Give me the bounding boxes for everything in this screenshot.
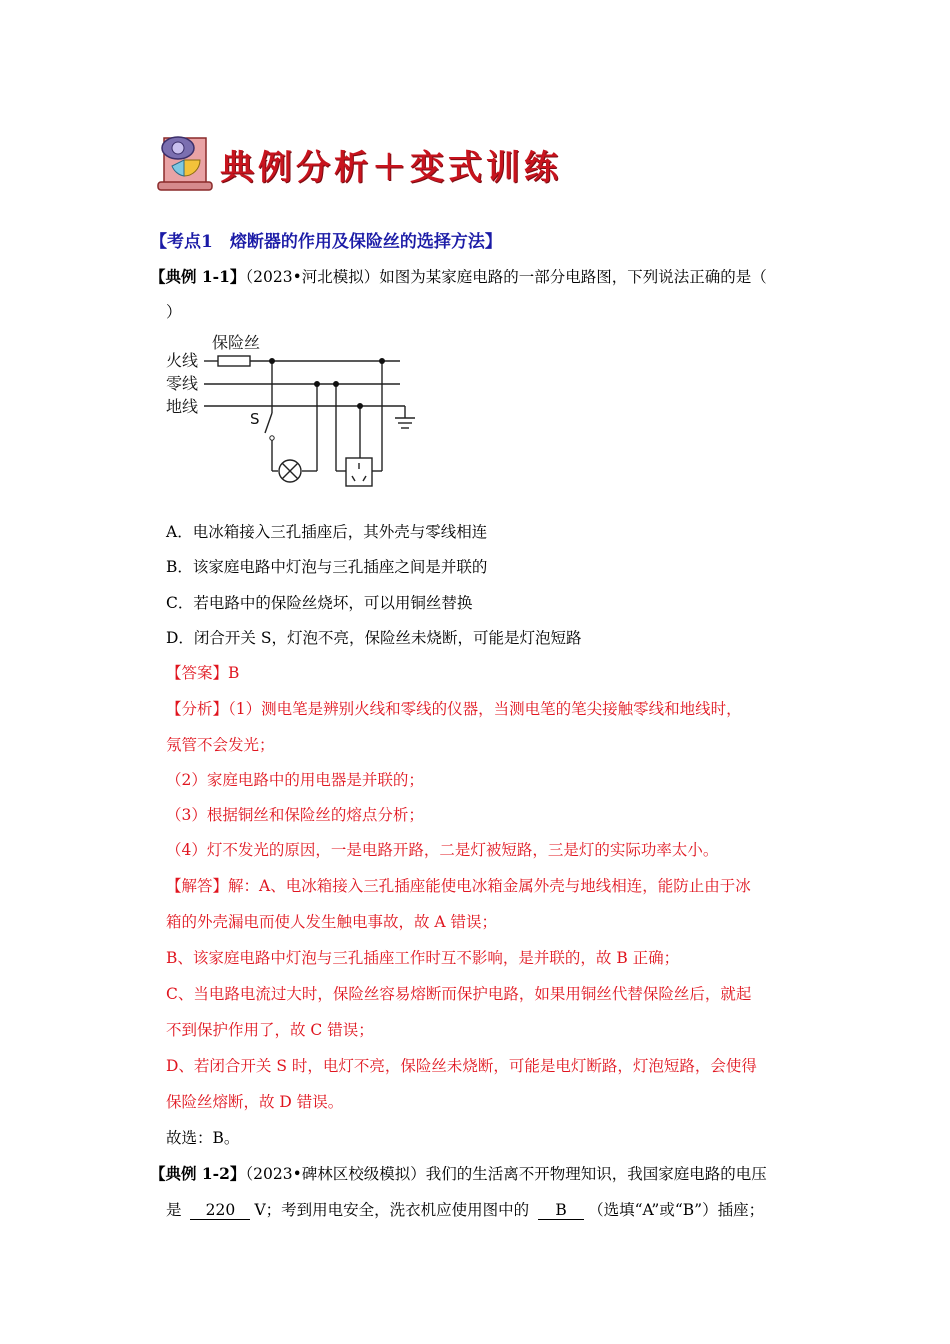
- solution-line-4: C、当电路电流过大时，保险丝容易熔断而保护电路，如果用铜丝代替保险丝后，就起: [166, 985, 752, 1003]
- solution-line-3: B、该家庭电路中灯泡与三孔插座工作时互不影响，是并联的，故 B 正确；: [166, 949, 680, 967]
- analysis-line-4: （3）根据铜丝和保险丝的熔点分析；: [166, 806, 424, 824]
- fuse-symbol: [218, 356, 250, 366]
- solution-line-7: 保险丝熔断，故 D 错误。: [166, 1093, 344, 1111]
- example-source: （2023•碑林区校级模拟）: [245, 1165, 426, 1183]
- question-text: 如图为某家庭电路的一部分电路图，下列说法正确的是（: [379, 268, 767, 286]
- solution-tag: 【解答】: [166, 877, 229, 895]
- option-a: A．电冰箱接入三孔插座后，其外壳与零线相连: [166, 523, 488, 541]
- neutral-wire-label: 零线: [166, 374, 199, 393]
- ground-wire-label: 地线: [166, 397, 199, 416]
- analysis-tag: 【分析】: [166, 700, 229, 718]
- solution-line-6: D、若闭合开关 S 时，电灯不亮，保险丝未烧断，可能是电灯断路，灯泡短路，会使得: [166, 1057, 757, 1075]
- live-wire-label: 火线: [166, 351, 199, 370]
- option-c: C．若电路中的保险丝烧坏，可以用铜丝替换: [166, 594, 473, 612]
- example-2-question: 【典例 1-2】（2023•碑林区校级模拟）我们的生活离不开物理知识，我国家庭电路的电压: [150, 1164, 767, 1183]
- banner-title: 典例分析＋变式训练: [220, 148, 562, 188]
- answer-line: [166, 661, 239, 683]
- example-tag: 【典例 1-2】: [150, 1164, 246, 1183]
- answer-tag: 【答案】: [166, 664, 229, 682]
- circuit-diagram: [160, 328, 430, 498]
- example-2-line-2: 是 220 V；考到用电安全，洗衣机应使用图中的 B （选填“A”或“B”）插座；: [166, 1201, 765, 1219]
- section-banner: [150, 130, 570, 194]
- solution-line-1: 【解答】解：A、电冰箱接入三孔插座能使电冰箱金属外壳与地线相连，能防止由于冰: [166, 877, 751, 895]
- socket-symbol: [346, 458, 372, 486]
- analysis-line-5: （4）灯不发光的原因，一是电路开路，二是灯被短路，三是灯的实际功率太小。: [166, 841, 719, 859]
- example-tag: 【典例 1-1】: [150, 267, 246, 286]
- solution-line-5: 不到保护作用了，故 C 错误；: [166, 1021, 374, 1039]
- final-choice: 故选：B。: [166, 1129, 240, 1147]
- example-1-question: [150, 265, 767, 287]
- solution-line-2: 箱的外壳漏电而使人发生触电事故，故 A 错误；: [166, 913, 498, 931]
- blank-voltage: 220: [190, 1202, 250, 1220]
- analysis-line-3: （2）家庭电路中的用电器是并联的；: [166, 771, 424, 789]
- analysis-line-1: 【分析】（1）测电笔是辨别火线和零线的仪器，当测电笔的笔尖接触零线和地线时，: [166, 700, 742, 718]
- switch-label: S: [250, 410, 260, 428]
- switch-blade: [265, 413, 272, 433]
- answer-value: B: [228, 664, 240, 682]
- section-title: 【考点1 熔断器的作用及保险丝的选择方法】: [150, 232, 502, 252]
- question-end: ）: [166, 303, 182, 321]
- option-d: D．闭合开关 S，灯泡不亮，保险丝未烧断，可能是灯泡短路: [166, 629, 582, 647]
- scroll-palette-icon: [150, 130, 220, 194]
- option-b: B．该家庭电路中灯泡与三孔插座之间是并联的: [166, 558, 488, 576]
- example-source: （2023•河北模拟）: [245, 268, 380, 286]
- blank-socket: B: [538, 1202, 584, 1220]
- analysis-line-2: 氖管不会发光；: [166, 736, 275, 754]
- fuse-label: 保险丝: [212, 333, 261, 352]
